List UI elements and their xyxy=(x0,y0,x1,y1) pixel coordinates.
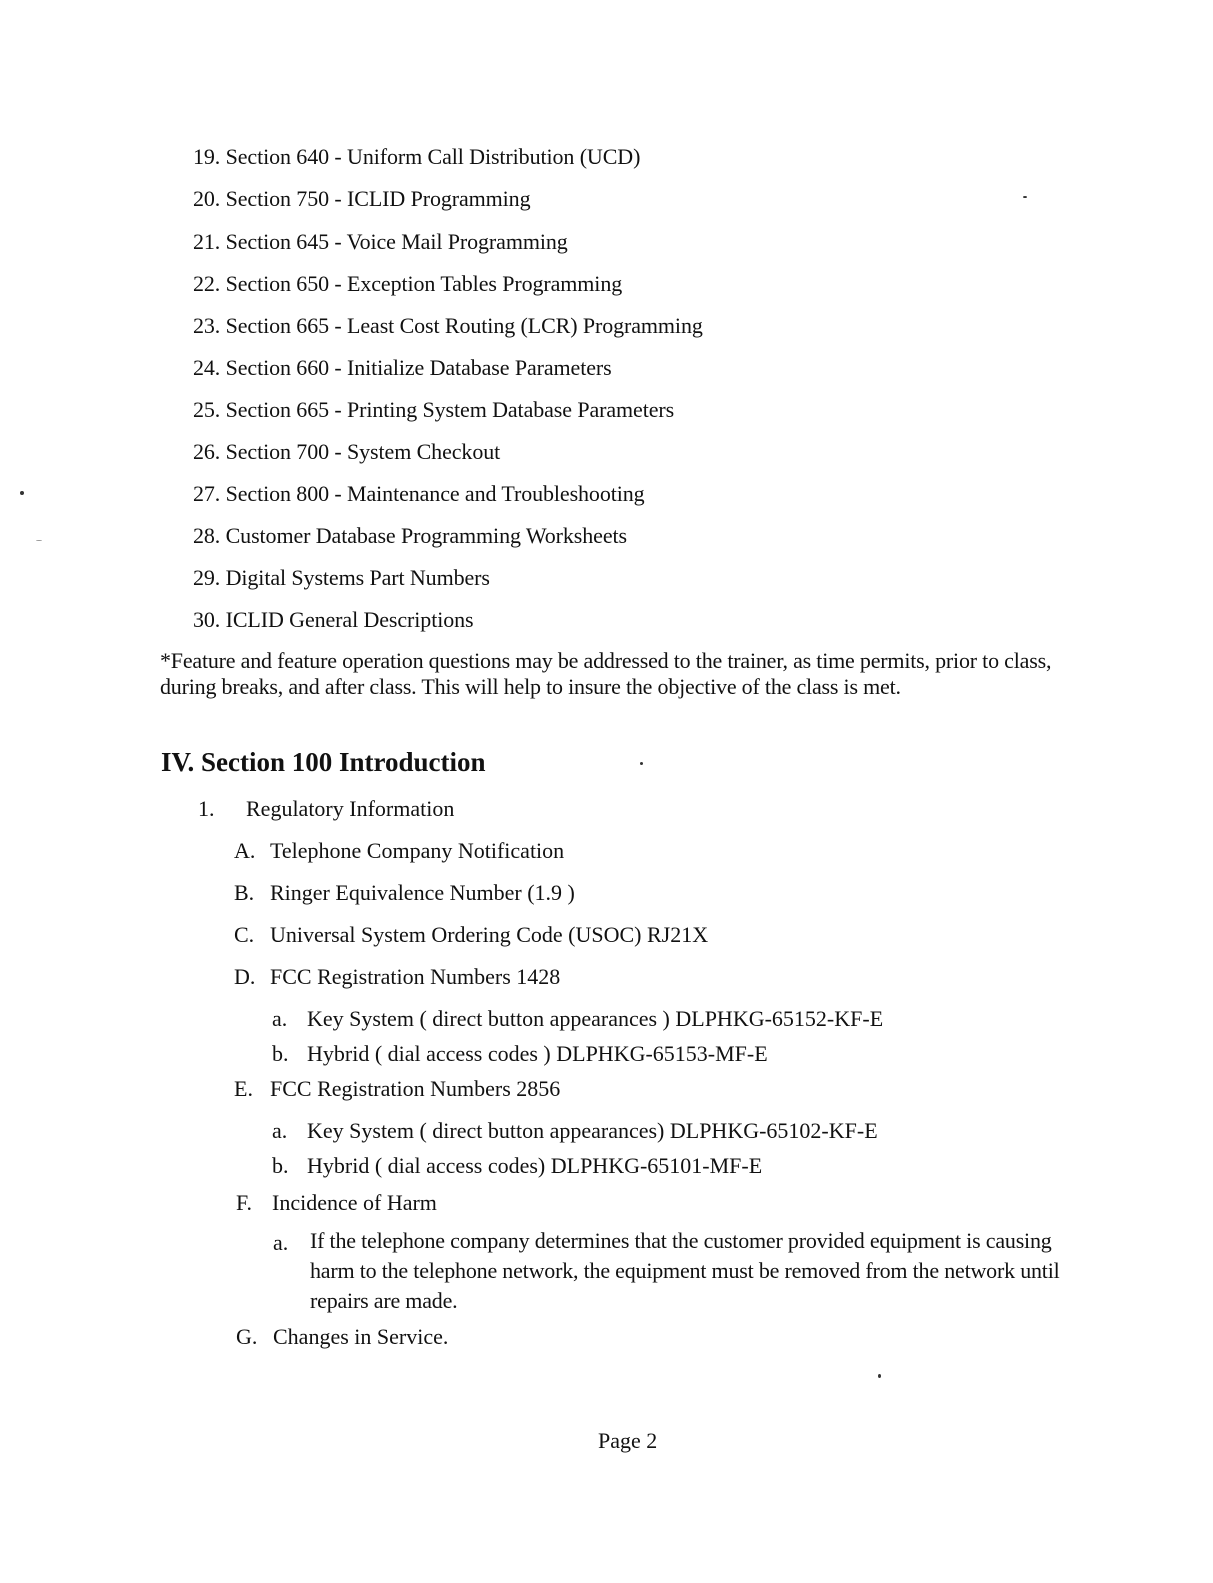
toc-item-text: ICLID General Descriptions xyxy=(225,607,474,632)
feature-questions-note: *Feature and feature operation questions may be addressed to the trainer, as time permits, prior to class, during breaks, and after class. This will help to insure the objective of the class is met. xyxy=(160,648,1052,699)
outline-label-e-b: b. xyxy=(272,1153,289,1178)
outline-label-d: D. xyxy=(234,964,256,989)
outline-text-d-a: Key System ( direct button appearances ) DLPHKG-65152-KF-E xyxy=(307,1006,884,1031)
toc-item-text: Section 640 - Uniform Call Distribution (UCD) xyxy=(225,144,641,169)
outline-label-d-a: a. xyxy=(272,1006,288,1031)
toc-item-text: Section 660 - Initialize Database Parameters xyxy=(225,355,612,380)
toc-item: 27. Section 800 - Maintenance and Troubleshooting xyxy=(193,481,645,506)
scan-speck xyxy=(36,540,42,541)
toc-item-text: Section 665 - Least Cost Routing (LCR) Programming xyxy=(225,313,703,338)
toc-item: 29. Digital Systems Part Numbers xyxy=(193,565,490,590)
outline-label-f: F. xyxy=(236,1190,252,1215)
outline-text-e: FCC Registration Numbers 2856 xyxy=(270,1076,561,1101)
outline-text-g: Changes in Service. xyxy=(273,1324,449,1349)
outline-label-f-a: a. xyxy=(273,1230,289,1255)
toc-item: 20. Section 750 - ICLID Programming xyxy=(193,186,531,211)
toc-item: 24. Section 660 - Initialize Database Parameters xyxy=(193,355,612,380)
outline-label-g: G. xyxy=(236,1324,258,1349)
outline-label-c: C. xyxy=(234,922,255,947)
section-heading: IV. Section 100 Introduction xyxy=(161,747,486,777)
outline-label-a: A. xyxy=(234,838,256,863)
toc-item-text: Digital Systems Part Numbers xyxy=(225,565,490,590)
outline-text-d: FCC Registration Numbers 1428 xyxy=(270,964,561,989)
toc-item: 28. Customer Database Programming Worksheets xyxy=(193,523,627,548)
outline-label-b: B. xyxy=(234,880,255,905)
toc-item-text: Customer Database Programming Worksheets xyxy=(225,523,627,548)
outline-text-a: Telephone Company Notification xyxy=(270,838,565,863)
outline-text-b: Ringer Equivalence Number (1.9 ) xyxy=(270,880,575,905)
outline-text-c: Universal System Ordering Code (USOC) RJ21X xyxy=(270,922,709,947)
outline-label-e-a: a. xyxy=(272,1118,288,1143)
page-number: Page 2 xyxy=(598,1428,658,1453)
toc-item-text: Section 650 - Exception Tables Programming xyxy=(225,271,623,296)
outline-label-d-b: b. xyxy=(272,1041,289,1066)
scan-speck xyxy=(640,762,643,765)
toc-item: 25. Section 665 - Printing System Database Parameters xyxy=(193,397,675,422)
toc-item: 22. Section 650 - Exception Tables Programming xyxy=(193,271,623,296)
outline-text-f: Incidence of Harm xyxy=(272,1190,437,1215)
scan-speck xyxy=(20,491,24,495)
outline-text-f-a: If the telephone company determines that the customer provided equipment is causing harm to the telephone network, the equipment must be removed from the network until repairs are made. xyxy=(310,1228,1060,1313)
scan-speck xyxy=(878,1374,881,1378)
toc-item-text: Section 665 - Printing System Database Parameters xyxy=(225,397,675,422)
scan-speck xyxy=(1023,196,1027,198)
toc-item-text: Section 700 - System Checkout xyxy=(225,439,501,464)
toc-item-text: Section 645 - Voice Mail Programming xyxy=(225,229,568,254)
toc-item-text: Section 750 - ICLID Programming xyxy=(225,186,531,211)
toc-item: 21. Section 645 - Voice Mail Programming xyxy=(193,229,568,254)
toc-item: 19. Section 640 - Uniform Call Distribution (UCD) xyxy=(193,144,641,169)
outline-text-e-b: Hybrid ( dial access codes) DLPHKG-65101-MF-E xyxy=(307,1153,763,1178)
outline-item-1-number: 1. xyxy=(198,796,215,821)
toc-item: 23. Section 665 - Least Cost Routing (LCR) Programming xyxy=(193,313,703,338)
outline-text-e-a: Key System ( direct button appearances) DLPHKG-65102-KF-E xyxy=(307,1118,878,1143)
toc-item: 26. Section 700 - System Checkout xyxy=(193,439,501,464)
toc-item-text: Section 800 - Maintenance and Troubleshooting xyxy=(225,481,645,506)
outline-item-1-text: Regulatory Information xyxy=(246,796,455,821)
outline-label-e: E. xyxy=(234,1076,253,1101)
outline-text-d-b: Hybrid ( dial access codes ) DLPHKG-65153-MF-E xyxy=(307,1041,768,1066)
toc-item: 30. ICLID General Descriptions xyxy=(193,607,474,632)
